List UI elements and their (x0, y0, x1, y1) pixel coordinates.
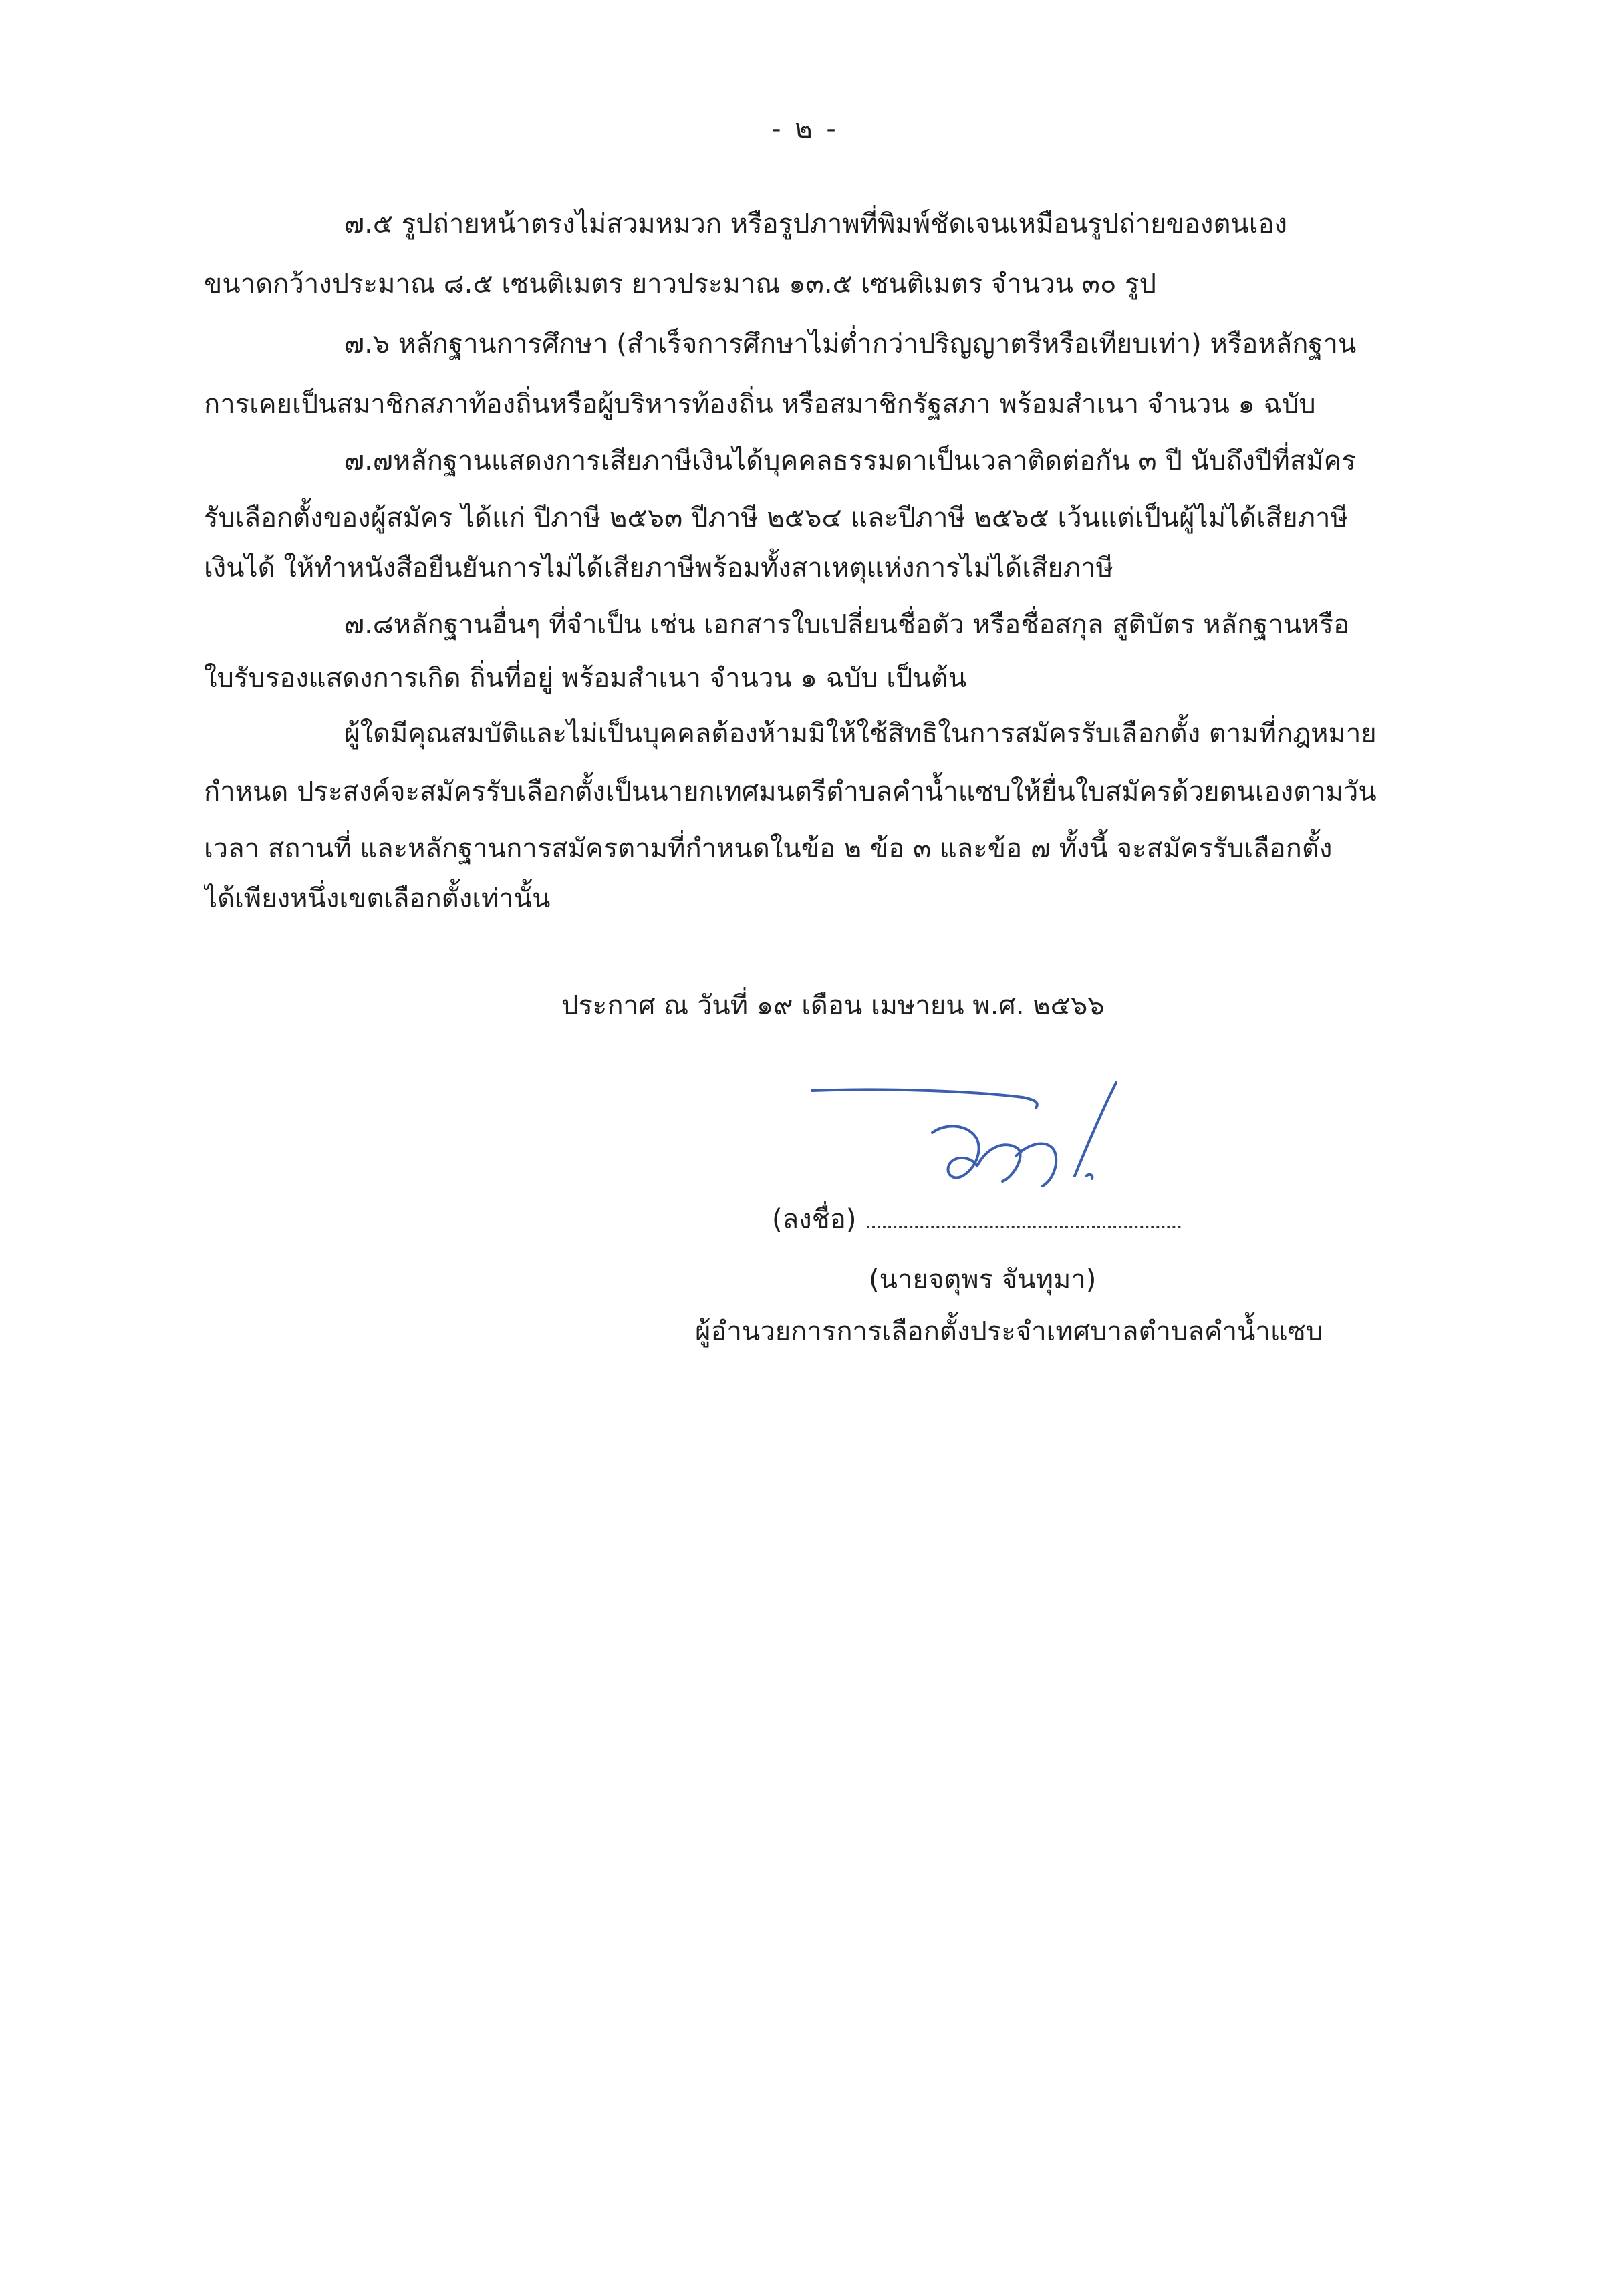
item-7-7-line-3: เงินได้ ให้ทำหนังสือยืนยันการไม่ได้เสียภาษีพร้อมทั้งสาเหตุแห่งการไม่ได้เสียภาษี (204, 553, 1113, 583)
signature-line (772, 1199, 1181, 1240)
item-7-8-line-1: ๗.๘หลักฐานอื่นๆ ที่จำเป็น เช่น เอกสารใบเปลี่ยนชื่อตัว หรือชื่อสกุล สูติบัตร หลักฐานหรือ (344, 609, 1350, 640)
closing-line-1: ผู้ใดมีคุณสมบัติและไม่เป็นบุคคลต้องห้ามมิให้ใช้สิทธิในการสมัครรับเลือกตั้ง ตามที่กฎหมาย (344, 718, 1377, 749)
item-7-8-line-2: ใบรับรองแสดงการเกิด ถิ่นที่อยู่ พร้อมสำเนา จำนวน ๑ ฉบับ เป็นต้น (204, 663, 967, 694)
item-7-6-line-2: การเคยเป็นสมาชิกสภาท้องถิ่นหรือผู้บริหารท้องถิ่น หรือสมาชิกรัฐสภา พร้อมสำเนา จำนวน ๑ ฉบับ (204, 389, 1316, 420)
page-number: - ๒ - (771, 114, 839, 144)
announcement-date: ประกาศ ณ วันที่ ๑๙ เดือน เมษายน พ.ศ. ๒๕๖๖ (561, 990, 1105, 1021)
signer-name: (นายจตุพร จันทุมา) (869, 1264, 1097, 1295)
item-7-7-line-2: รับเลือกตั้งของผู้สมัคร ได้แก่ ปีภาษี ๒๕๖๓ ปีภาษี ๒๕๖๔ และปีภาษี ๒๕๖๕ เว้นแต่เป็นผู้ไม่ได้เสียภาษี (204, 503, 1348, 533)
signature-dotted-line (867, 1203, 1181, 1228)
signature-label: (ลงชื่อ) (772, 1204, 857, 1235)
item-7-5-line-2: ขนาดกว้างประมาณ ๘.๕ เซนติเมตร ยาวประมาณ ๑๓.๕ เซนติเมตร จำนวน ๓๐ รูป (204, 269, 1156, 299)
item-7-7-line-1: ๗.๗หลักฐานแสดงการเสียภาษีเงินได้บุคคลธรรมดาเป็นเวลาติดต่อกัน ๓ ปี นับถึงปีที่สมัคร (344, 446, 1356, 476)
handwritten-signature (802, 1076, 1136, 1209)
item-7-5-line-1: ๗.๕ รูปถ่ายหน้าตรงไม่สวมหมวก หรือรูปภาพที่พิมพ์ชัดเจนเหมือนรูปถ่ายของตนเอง (344, 208, 1287, 239)
closing-line-4: ได้เพียงหนึ่งเขตเลือกตั้งเท่านั้น (204, 883, 551, 914)
signer-title: ผู้อำนวยการการเลือกตั้งประจำเทศบาลตำบลคำน้ำแซบ (695, 1316, 1323, 1347)
item-7-6-line-1: ๗.๖ หลักฐานการศึกษา (สำเร็จการศึกษาไม่ต่ำกว่าปริญญาตรีหรือเทียบเท่า) หรือหลักฐาน (344, 329, 1357, 360)
closing-line-2: กำหนด ประสงค์จะสมัครรับเลือกตั้งเป็นนายกเทศมนตรีตำบลคำน้ำแซบให้ยื่นใบสมัครด้วยตนเองตามวัน (204, 776, 1377, 807)
closing-line-3: เวลา สถานที่ และหลักฐานการสมัครตามที่กำหนดในข้อ ๒ ข้อ ๓ และข้อ ๗ ทั้งนี้ จะสมัครรับเลือกตั้ง (204, 833, 1333, 864)
